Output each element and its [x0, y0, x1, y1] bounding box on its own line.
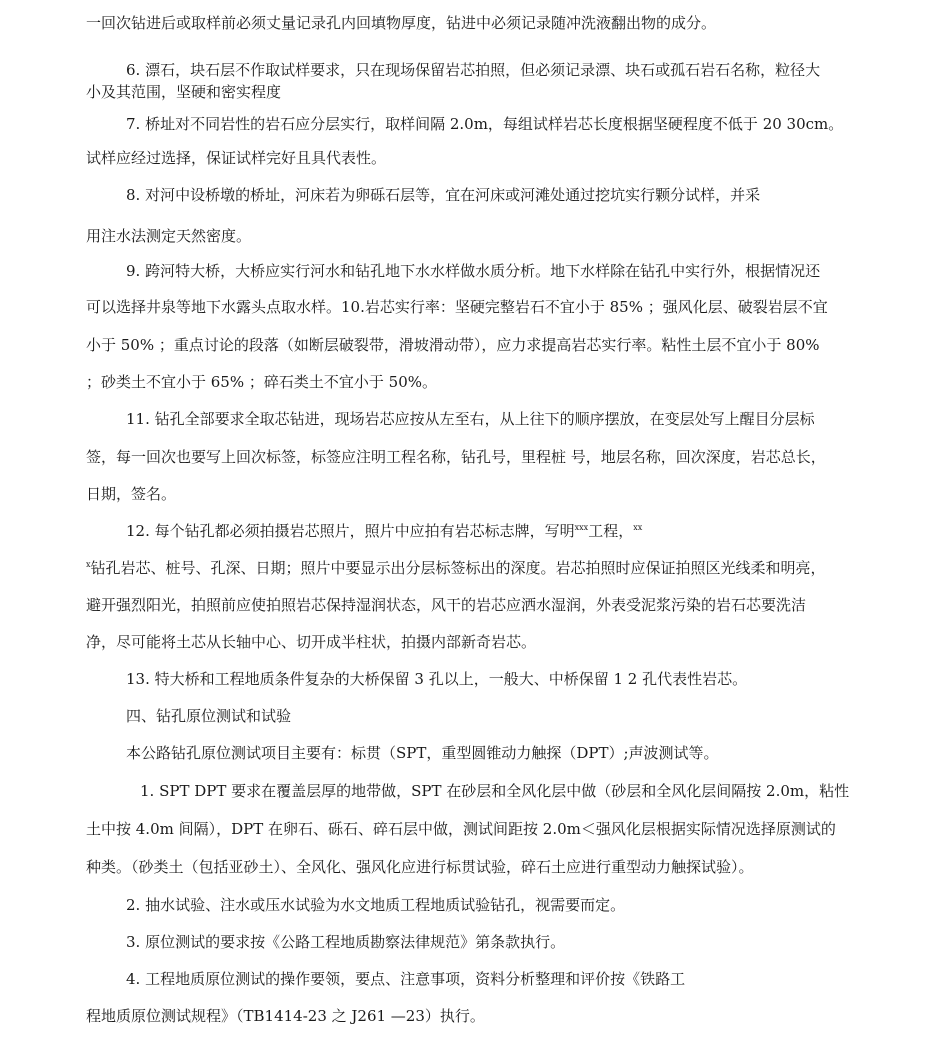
- text-line: 7. 桥址对不同岩性的岩石应分层实行，取样间隔 2.0m，每组试样岩芯长度根据坚硬程度不低于 20 30cm。: [126, 115, 844, 133]
- text-line: 3. 原位测试的要求按《公路工程地质勘察法律规范》第条款执行。: [126, 933, 566, 951]
- superscript-text: xxx: [574, 523, 589, 532]
- section-heading: 四、钻孔原位测试和试验: [126, 707, 292, 725]
- text-line: 本公路钻孔原位测试项目主要有：标贯（SPT，重型圆锥动力触探（DPT）;声波测试等。: [126, 744, 719, 762]
- text-line: 土中按 4.0m 间隔），DPT 在卵石、砾石、碎石层中做，测试间距按 2.0m＜强风化层根据实际情况选择原测试的: [86, 820, 836, 838]
- superscript-text: x: [86, 560, 91, 569]
- superscript-text: xx: [633, 523, 643, 532]
- text-line: 日期，签名。: [86, 485, 177, 503]
- text-line: 小及其范围，坚硬和密实程度: [86, 83, 282, 101]
- text-line: 6. 漂石，块石层不作取试样要求，只在现场保留岩芯拍照，但必须记录漂、块石或孤石岩石名称，粒径大: [126, 61, 821, 79]
- text-span: 12. 每个钻孔都必须拍摄岩芯照片，照片中应拍有岩芯标志牌，写明: [126, 522, 575, 540]
- text-span: 钻孔岩芯、桩号、孔深、日期；照片中要显示出分层标签标出的深度。岩芯拍照时应保证拍照区光线柔和明亮，: [90, 559, 826, 577]
- text-line: 4. 工程地质原位测试的操作要领，要点、注意事项，资料分析整理和评价按《铁路工: [126, 970, 686, 988]
- text-line: ；砂类土不宜小于 65% ；碎石类土不宜小于 50%。: [86, 373, 437, 391]
- text-line: 可以选择井泉等地下水露头点取水样。10.岩芯实行率：坚硬完整岩石不宜小于 85% ；强风化层、破裂岩层不宜: [86, 298, 828, 316]
- text-line: 避开强烈阳光，拍照前应使拍照岩芯保持湿润状态，风干的岩芯应洒水湿润，外表受泥浆污染的岩石芯要洗洁: [86, 596, 807, 614]
- text-line: 程地质原位测试规程》（TB1414-23 之 J261 —23）执行。: [86, 1007, 485, 1025]
- text-line: 签，每一回次也要写上回次标签，标签应注明工程名称，钻孔号，里程桩 号，地层名称，回次深度，岩芯总长，: [86, 448, 826, 466]
- text-line: 用注水法测定天然密度。: [86, 227, 252, 245]
- text-line: [126, 521, 642, 541]
- text-line: 试样应经过选择，保证试样完好且具代表性。: [86, 149, 387, 167]
- text-line: 11. 钻孔全部要求全取芯钻进，现场岩芯应按从左至右，从上往下的顺序摆放，在变层处写上醒目分层标: [126, 410, 815, 428]
- text-line: 一回次钻进后或取样前必须丈量记录孔内回填物厚度，钻进中必须记录随冲洗液翻出物的成分。: [86, 14, 717, 32]
- text-line: 种类。（砂类土（包括亚砂土）、全风化、强风化应进行标贯试验，碎石土应进行重型动力触探试验）。: [86, 858, 754, 876]
- text-line: 9. 跨河特大桥，大桥应实行河水和钻孔地下水水样做水质分析。地下水样除在钻孔中实行外，根据情况还: [126, 262, 821, 280]
- text-line: 1. SPT DPT 要求在覆盖层厚的地带做，SPT 在砂层和全风化层中做（砂层和全风化层间隔按 2.0m，粘性: [140, 782, 850, 800]
- text-span: 工程，: [588, 522, 634, 540]
- text-line: 8. 对河中设桥墩的桥址，河床若为卵砾石层等，宜在河床或河滩处通过挖坑实行颗分试样，并采: [126, 186, 761, 204]
- text-line: [86, 558, 826, 578]
- text-line: 13. 特大桥和工程地质条件复杂的大桥保留 3 孔以上，一般大、中桥保留 1 2 孔代表性岩芯。: [126, 670, 748, 688]
- text-line: 净，尽可能将土芯从长轴中心、切开成半柱状，拍摄内部新奇岩芯。: [86, 633, 537, 651]
- text-line: 小于 50% ；重点讨论的段落（如断层破裂带，滑坡滑动带），应力求提高岩芯实行率。粘性土层不宜小于 80%: [86, 336, 820, 354]
- text-line: 2. 抽水试验、注水或压水试验为水文地质工程地质试验钻孔，视需要而定。: [126, 896, 626, 914]
